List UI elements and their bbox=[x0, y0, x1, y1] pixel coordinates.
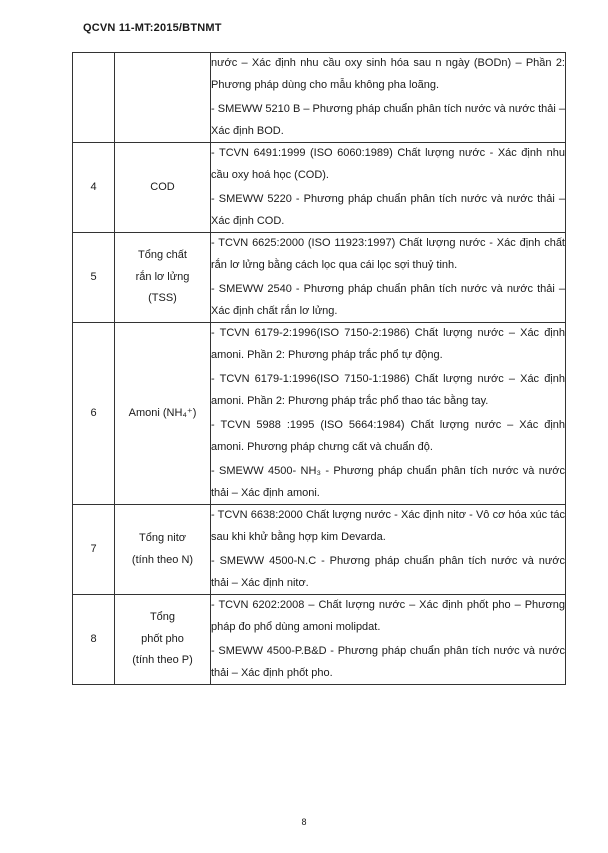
row-number-cell: 7 bbox=[73, 505, 115, 595]
method-reference: - TCVN 6179-2:1996(ISO 7150-2:1986) Chất lượng nước – Xác định amoni. Phần 2: Phương pháp trắc phổ tự động. bbox=[211, 327, 565, 361]
table-row bbox=[73, 595, 566, 685]
method-reference: - SMEWW 5210 B – Phương pháp chuẩn phân tích nước và nước thải – Xác định BOD. bbox=[211, 103, 565, 137]
method-reference: - TCVN 6179-1:1996(ISO 7150-1:1986) Chất lượng nước – Xác định amoni. Phần 2: Phương pháp trắc phổ thao tác bằng tay. bbox=[211, 373, 565, 407]
parameter-name-line: COD bbox=[150, 180, 175, 193]
table-row bbox=[73, 233, 566, 323]
method-reference: - TCVN 6638:2000 Chất lượng nước - Xác định nitơ - Vô cơ hóa xúc tác sau khi khử bằng hợp kim Devarda. bbox=[211, 509, 565, 543]
parameter-name-line: Tổng nitơ bbox=[139, 532, 186, 544]
row-number-cell: 6 bbox=[73, 323, 115, 505]
method-reference: - TCVN 6202:2008 – Chất lượng nước – Xác định phốt pho – Phương pháp đo phổ dùng amoni molipdat. bbox=[211, 599, 565, 633]
parameter-name-line: Tổng bbox=[149, 611, 176, 624]
methods-cell bbox=[211, 505, 566, 595]
parameter-name-line: (tính theo N) bbox=[131, 553, 194, 566]
row-number-cell: 8 bbox=[73, 595, 115, 685]
method-reference: - SMEWW 4500-P.B&D - Phương pháp chuẩn phân tích nước và nước thải – Xác định phốt pho. bbox=[211, 645, 565, 679]
parameter-name-line: (TSS) bbox=[148, 292, 177, 305]
method-reference: - SMEWW 4500-N.C - Phương pháp chuẩn phân tích nước và nước thải – Xác định nitơ. bbox=[211, 555, 565, 589]
table-row bbox=[73, 143, 566, 233]
row-number-cell: 5 bbox=[73, 233, 115, 323]
table-row bbox=[73, 505, 566, 595]
analysis-methods-table bbox=[72, 52, 566, 685]
method-reference: - SMEWW 5220 - Phương pháp chuẩn phân tích nước và nước thải – Xác định COD. bbox=[211, 193, 565, 227]
parameter-name-line: phốt pho bbox=[141, 632, 184, 645]
method-reference: - SMEWW 2540 - Phương pháp chuẩn phân tích nước và nước thải – Xác định chất rắn lơ lửng. bbox=[211, 283, 565, 317]
page-number: 8 bbox=[301, 817, 307, 827]
method-reference: - SMEWW 4500- NH₃ - Phương pháp chuẩn phân tích nước và nước thải – Xác định amoni. bbox=[211, 465, 565, 499]
table-row bbox=[73, 53, 566, 143]
method-reference: nước – Xác định nhu cầu oxy sinh hóa sau n ngày (BODn) – Phần 2: Phương pháp dùng cho mẫu không pha loãng. bbox=[211, 57, 565, 91]
methods-cell bbox=[211, 233, 566, 323]
parameter-name-line: rắn lơ lửng bbox=[135, 270, 190, 283]
methods-cell bbox=[211, 143, 566, 233]
parameter-cell bbox=[115, 53, 211, 143]
method-reference: - TCVN 5988 :1995 (ISO 5664:1984) Chất lượng nước – Xác định amoni. Phương pháp chưng cất và chuẩn độ. bbox=[211, 419, 565, 453]
parameter-name-line: Tổng chất bbox=[138, 249, 187, 262]
parameter-cell bbox=[115, 595, 211, 685]
row-number-cell: 4 bbox=[73, 143, 115, 233]
document-code-header: QCVN 11-MT:2015/BTNMT bbox=[83, 22, 222, 34]
table-body bbox=[73, 53, 566, 685]
parameter-cell bbox=[115, 505, 211, 595]
methods-cell bbox=[211, 53, 566, 143]
parameter-name-line: Amoni (NH₄⁺) bbox=[128, 406, 197, 419]
method-reference: - TCVN 6625:2000 (ISO 11923:1997) Chất lượng nước - Xác định chất rắn lơ lửng bằng cách lọc qua cái lọc sợi thuỷ tinh. bbox=[211, 237, 565, 271]
table-row bbox=[73, 323, 566, 505]
methods-cell bbox=[211, 595, 566, 685]
parameter-cell bbox=[115, 143, 211, 233]
methods-cell bbox=[211, 323, 566, 505]
parameter-cell bbox=[115, 233, 211, 323]
method-reference: - TCVN 6491:1999 (ISO 6060:1989) Chất lượng nước - Xác định nhu cầu oxy hoá học (COD). bbox=[211, 147, 565, 181]
row-number-cell bbox=[73, 53, 115, 143]
parameter-name-line: (tính theo P) bbox=[132, 654, 193, 667]
parameter-cell bbox=[115, 323, 211, 505]
